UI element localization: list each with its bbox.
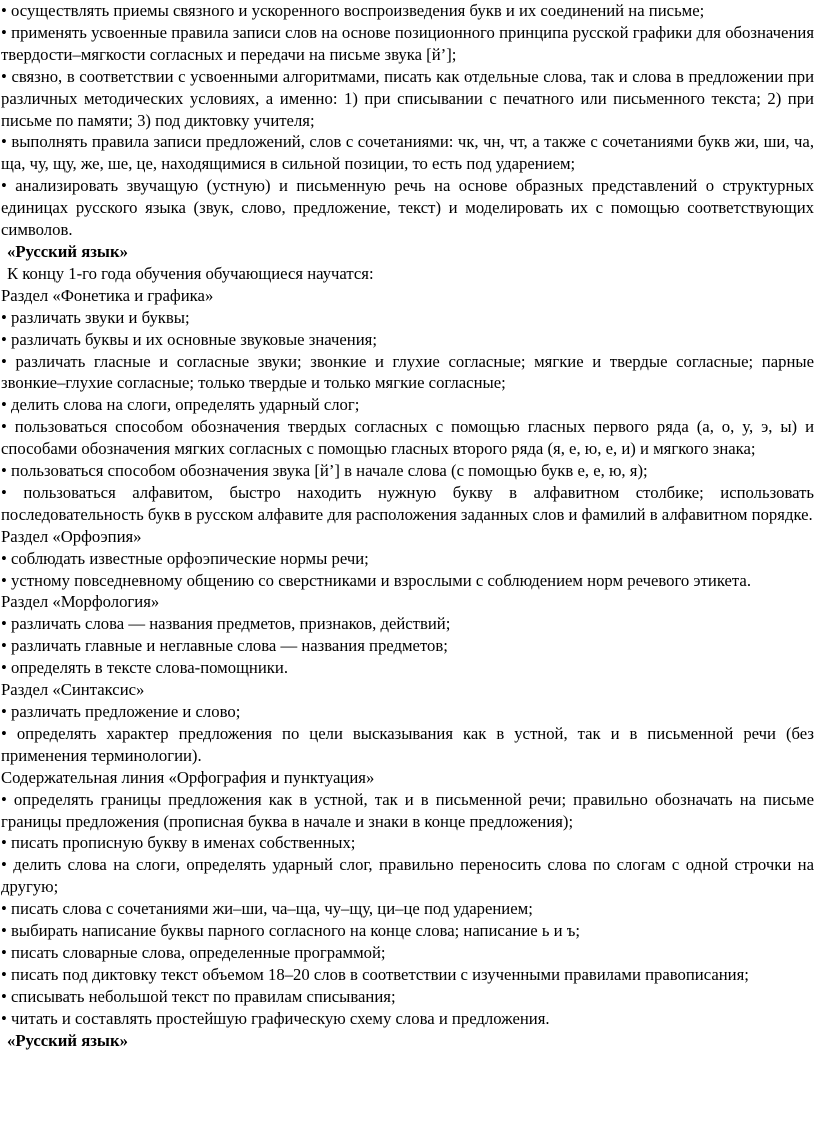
list-item: • пользоваться алфавитом, быстро находить нужную букву в алфавитном столбике; использовать последовательность букв в русском алфавите для расположения заданных слов и фамилий в алфавитном порядке. xyxy=(1,482,814,524)
list-item: • устному повседневному общению со сверстниками и взрослыми с соблюдением норм речевого этикета. xyxy=(1,570,751,590)
list-item: • выбирать написание буквы парного согласного на конце слова; написание ь и ъ; xyxy=(1,921,581,941)
list-item: • определять границы предложения как в устной, так и в письменной речи; правильно обозначать на письме границы предложения (прописная буква в начале и знаки в конце предложения); xyxy=(1,789,814,831)
list-item: • связно, в соответствии с усвоенными алгоритмами, писать как отдельные слова, так и слова в предложении при различных методических условиях, а именно: 1) при списывании с печатного или письменного текста; 2) при письме по памяти; 3) под диктовку учителя; xyxy=(1,66,814,130)
list-item: • различать гласные и согласные звуки; звонкие и глухие согласные; мягкие и твердые согласные; парные звонкие–глухие согласные; только твердые и только мягкие согласные; xyxy=(1,351,814,393)
list-item: • анализировать звучащую (устную) и письменную речь на основе образных представлений о структурных единицах русского языка (звук, слово, предложение, текст) и моделировать их с помощью соответствующих символов. xyxy=(1,176,814,240)
list-item: • различать главные и неглавные слова — названия предметов; xyxy=(1,636,448,656)
section-title: Содержательная линия «Орфография и пунктуация» xyxy=(1,767,375,787)
list-item: • осуществлять приемы связного и ускоренного воспроизведения букв и их соединений на письме; xyxy=(1,1,705,20)
list-item: • делить слова на слоги, определять ударный слог, правильно переносить слова по слогам с одной строчки на другую; xyxy=(1,855,814,897)
list-item: • выполнять правила записи предложений, слов с сочетаниями: чк, чн, чт, а также с сочетаниями букв жи, ши, ча, ща, чу, щу, же, ше, це, находящимися в сильной позиции, то есть под ударением; xyxy=(1,132,814,174)
list-item: • писать словарные слова, определенные программой; xyxy=(1,942,386,962)
section-title: Раздел «Фонетика и графика» xyxy=(1,285,214,305)
list-item: • списывать небольшой текст по правилам списывания; xyxy=(1,986,396,1006)
list-item: • писать прописную букву в именах собственных; xyxy=(1,833,356,853)
list-item: • различать предложение и слово; xyxy=(1,702,241,721)
section-heading: «Русский язык» xyxy=(7,1030,128,1050)
list-item: • различать буквы и их основные звуковые значения; xyxy=(1,329,377,349)
intro-line: К концу 1-го года обучения обучающиеся научатся: xyxy=(7,263,374,283)
section-title: Раздел «Синтаксис» xyxy=(1,680,145,700)
list-item: • различать слова — названия предметов, признаков, действий; xyxy=(1,614,451,634)
list-item: • писать слова с сочетаниями жи–ши, ча–ща, чу–щу, ци–це под ударением; xyxy=(1,899,533,919)
list-item: • пользоваться способом обозначения твердых согласных с помощью гласных первого ряда (а, о, у, э, ы) и способами обозначения мягких согласных с помощью гласных второго ряда (я, е, ю, е, и) и мягкого знака; xyxy=(1,417,814,459)
list-item: • различать звуки и буквы; xyxy=(1,307,190,327)
list-item: • пользоваться способом обозначения звука [й’] в начале слова (с помощью букв е, е, ю, я); xyxy=(1,461,648,481)
list-item: • определять в тексте слова-помощники. xyxy=(1,658,288,678)
section-title: Раздел «Орфоэпия» xyxy=(1,526,142,546)
list-item: • делить слова на слоги, определять ударный слог; xyxy=(1,395,360,415)
list-item: • определять характер предложения по цели высказывания как в устной, так и в письменной речи (без применения терминологии). xyxy=(1,723,814,765)
section-heading: «Русский язык» xyxy=(7,241,128,261)
section-title: Раздел «Морфология» xyxy=(1,592,160,612)
list-item: • применять усвоенные правила записи слов на основе позиционного принципа русской графики для обозначения твердости–мягкости согласных и передачи на письме звука [й’]; xyxy=(1,22,814,64)
list-item: • писать под диктовку текст объемом 18–20 слов в соответствии с изученными правилами правописания; xyxy=(1,964,749,984)
list-item: • соблюдать известные орфоэпические нормы речи; xyxy=(1,548,369,568)
list-item: • читать и составлять простейшую графическую схему слова и предложения. xyxy=(1,1008,550,1028)
